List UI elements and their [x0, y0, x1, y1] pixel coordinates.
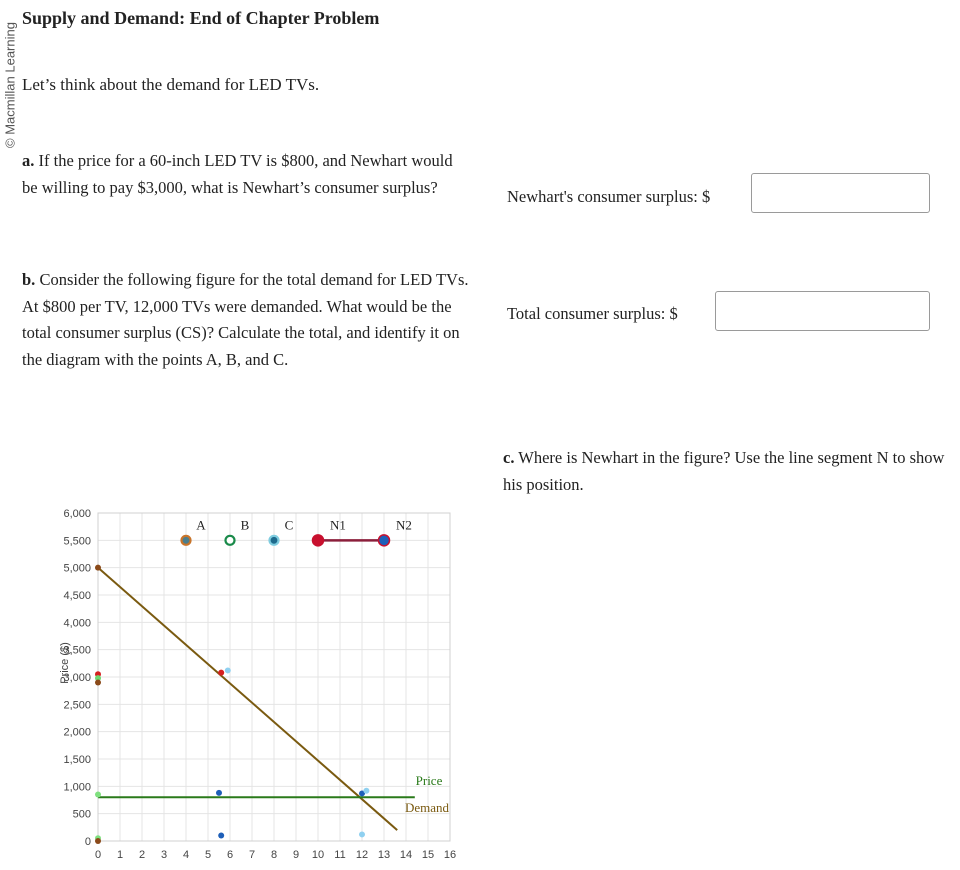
- question-c: [503, 445, 948, 498]
- watermark-text: © Macmillan Learning: [2, 22, 18, 148]
- y-axis-label: Price ($): [59, 642, 71, 684]
- x-tick-label: 2: [138, 849, 146, 861]
- point-a[interactable]: [182, 536, 191, 545]
- question-a-text: If the price for a 60-inch LED TV is $800, and Newhart would be willing to pay $3,000, what is Newhart’s consumer surplus?: [22, 151, 453, 197]
- y-tick-label: 500: [72, 808, 91, 821]
- x-tick-label: 4: [182, 849, 190, 861]
- total-surplus-input[interactable]: [715, 291, 930, 331]
- x-tick-label: 5: [204, 849, 212, 861]
- y-tick-label: 6,000: [63, 508, 91, 520]
- x-tick-label: 15: [421, 849, 435, 861]
- x-tick-label: 16: [443, 849, 457, 861]
- point-c[interactable]: [270, 536, 279, 545]
- y-tick-label: 2,000: [63, 726, 91, 739]
- legend-price: Price: [415, 773, 443, 788]
- data-marker: [95, 679, 101, 685]
- data-marker: [216, 790, 222, 796]
- y-tick-label: 1,000: [63, 781, 91, 794]
- x-tick-label: 9: [292, 849, 300, 861]
- y-tick-label: 5,000: [63, 562, 91, 575]
- data-marker: [218, 670, 224, 676]
- data-marker: [218, 833, 224, 839]
- chart-legend: [405, 773, 450, 815]
- chart-grid: [98, 513, 450, 841]
- point-label-n2: N2: [396, 517, 412, 533]
- y-tick-label: 1,500: [63, 754, 91, 766]
- question-b-prefix: b.: [22, 270, 36, 289]
- point-n1[interactable]: [313, 535, 324, 546]
- x-tick-label: 10: [311, 849, 325, 861]
- page-title: Supply and Demand: End of Chapter Problem: [22, 8, 380, 28]
- question-a: [22, 148, 472, 201]
- question-b: [22, 267, 472, 373]
- point-label-b: B: [240, 517, 250, 533]
- point-n2[interactable]: [379, 535, 390, 546]
- point-b[interactable]: [226, 536, 235, 545]
- x-tick-label: 14: [399, 849, 413, 861]
- y-tick-label: 3,500: [63, 644, 91, 657]
- point-label-a: A: [196, 517, 206, 533]
- x-tick-label: 12: [355, 849, 369, 861]
- y-tick-label: 4,000: [63, 617, 91, 630]
- x-tick-label: 13: [377, 849, 391, 861]
- legend-demand: Demand: [404, 800, 450, 815]
- demand-chart[interactable]: [0, 495, 480, 870]
- data-marker: [363, 788, 369, 794]
- y-tick-label: 2,500: [63, 699, 91, 712]
- x-tick-label: 1: [116, 849, 124, 861]
- question-c-text: Where is Newhart in the figure? Use the line segment N to show his position.: [503, 448, 945, 494]
- x-tick-label: 6: [226, 849, 234, 861]
- question-b-text: Consider the following figure for the total demand for LED TVs. At $800 per TV, 12,000 TVs were demanded. What would be the total consumer surplus (CS)? Calculate the total, and identify it on the diagram with the points A, B, and C.: [22, 270, 469, 369]
- intro-text: Let’s think about the demand for LED TVs.: [22, 75, 320, 94]
- watermark: [0, 0, 18, 170]
- y-tick-label: 4,500: [63, 590, 91, 602]
- y-tick-label: 3,000: [63, 672, 91, 684]
- x-tick-label: 11: [334, 849, 346, 861]
- question-a-prefix: a.: [22, 151, 35, 170]
- series-line-demand: [98, 568, 397, 830]
- data-marker: [95, 565, 101, 571]
- x-axis-ticks: [95, 849, 456, 861]
- x-tick-label: 8: [270, 849, 278, 861]
- point-label-n1: N1: [330, 517, 346, 533]
- newhart-surplus-input[interactable]: [751, 173, 930, 213]
- data-marker: [95, 838, 101, 844]
- point-label-c: C: [284, 517, 294, 533]
- newhart-surplus-label: Newhart's consumer surplus: $: [507, 187, 711, 206]
- x-tick-label: 0: [94, 849, 102, 861]
- x-tick-label: 3: [160, 849, 168, 861]
- data-marker: [95, 792, 101, 798]
- data-marker: [359, 831, 365, 837]
- question-c-prefix: c.: [503, 448, 515, 467]
- y-tick-label: 0: [84, 836, 91, 848]
- data-marker: [225, 667, 231, 673]
- y-tick-label: 5,500: [63, 535, 91, 548]
- x-tick-label: 7: [248, 849, 256, 861]
- total-surplus-label: Total consumer surplus: $: [507, 304, 678, 323]
